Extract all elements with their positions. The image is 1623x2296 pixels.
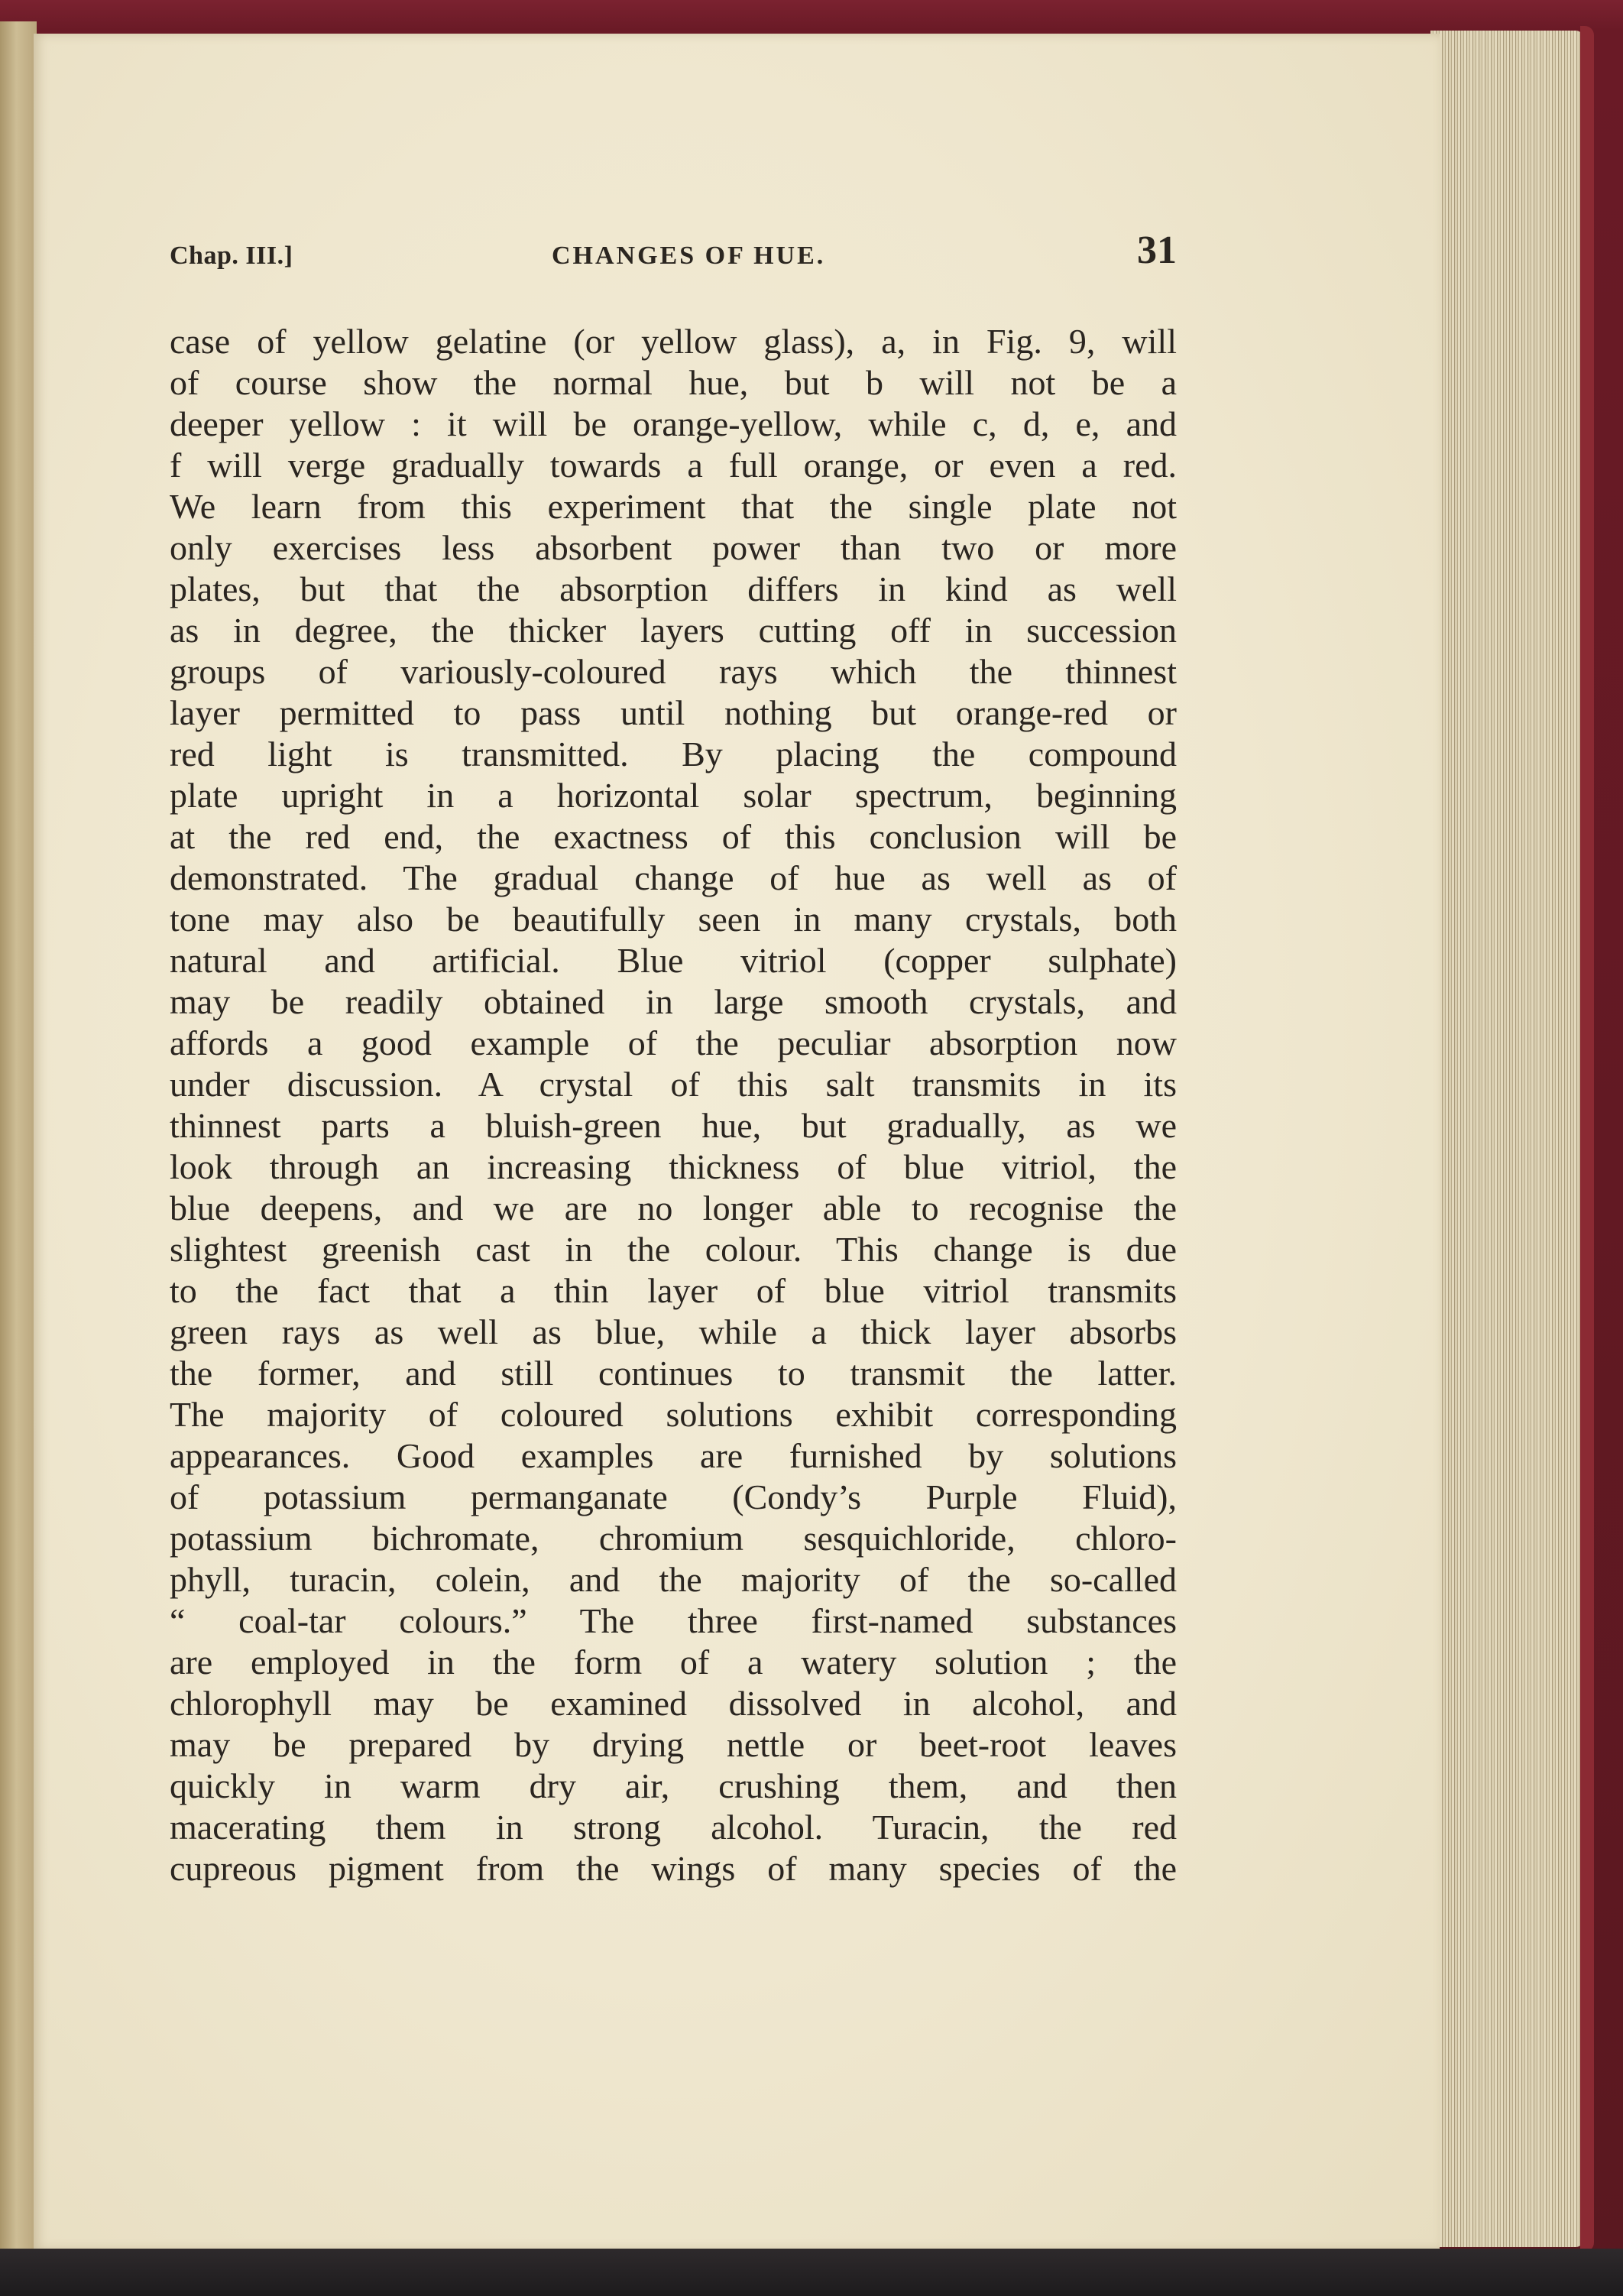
text-line: We learn from this experiment that the single plate not — [170, 487, 1177, 526]
text-line: f will verge gradually towards a full orange, or even a red. — [170, 446, 1177, 485]
text-line: the former, and still continues to transmit the latter. — [170, 1354, 1177, 1393]
text-line: plate upright in a horizontal solar spectrum, beginning — [170, 776, 1177, 815]
text-line: may be prepared by drying nettle or beet-root leaves — [170, 1725, 1177, 1764]
text-line: slightest greenish cast in the colour. This change is due — [170, 1230, 1177, 1269]
text-line: cupreous pigment from the wings of many species of the — [170, 1849, 1177, 1888]
running-header — [170, 214, 1177, 275]
page-number: 31 — [1137, 229, 1177, 272]
text-line: The majority of coloured solutions exhibit corresponding — [170, 1395, 1177, 1434]
book-page — [34, 34, 1440, 2250]
text-line: at the red end, the exactness of this conclusion will be — [170, 817, 1177, 856]
text-line: affords a good example of the peculiar absorption now — [170, 1023, 1177, 1062]
text-line: layer permitted to pass until nothing but orange-red or — [170, 693, 1177, 732]
text-line: appearances. Good examples are furnished by solutions — [170, 1436, 1177, 1475]
text-line: are employed in the form of a watery solution ; the — [170, 1643, 1177, 1681]
text-line: of potassium permanganate (Condy’s Purple Fluid), — [170, 1477, 1177, 1516]
text-line: deeper yellow : it will be orange-yellow, while c, d, e, and — [170, 404, 1177, 443]
text-line: thinnest parts a bluish-green hue, but gradually, as we — [170, 1106, 1177, 1145]
running-title: CHANGES OF HUE. — [552, 242, 826, 270]
text-line: green rays as well as blue, while a thick layer absorbs — [170, 1312, 1177, 1351]
text-line: chlorophyll may be examined dissolved in alcohol, and — [170, 1684, 1177, 1723]
text-line: look through an increasing thickness of blue vitriol, the — [170, 1147, 1177, 1186]
body-text — [170, 321, 1177, 1889]
text-line: under discussion. A crystal of this salt transmits in its — [170, 1065, 1177, 1104]
text-line: natural and artificial. Blue vitriol (copper sulphate) — [170, 941, 1177, 980]
text-line: potassium bichromate, chromium sesquichloride, chloro- — [170, 1519, 1177, 1558]
text-line: may be readily obtained in large smooth crystals, and — [170, 982, 1177, 1021]
text-line: “ coal-tar colours.” The three first-named substances — [170, 1601, 1177, 1640]
text-line: plates, but that the absorption differs in kind as well — [170, 569, 1177, 608]
text-line: red light is transmitted. By placing the compound — [170, 735, 1177, 773]
text-line: as in degree, the thicker layers cutting off in succession — [170, 611, 1177, 650]
text-line: macerating them in strong alcohol. Turacin, the red — [170, 1808, 1177, 1847]
text-line: of course show the normal hue, but b will not be a — [170, 363, 1177, 402]
text-line: tone may also be beautifully seen in many crystals, both — [170, 900, 1177, 939]
text-line: demonstrated. The gradual change of hue as well as of — [170, 858, 1177, 897]
left-page-edge — [0, 21, 37, 2253]
text-line: phyll, turacin, colein, and the majority of the so-called — [170, 1560, 1177, 1599]
text-line: groups of variously-coloured rays which the thinnest — [170, 652, 1177, 691]
text-line: blue deepens, and we are no longer able to recognise the — [170, 1189, 1177, 1227]
text-line: to the fact that a thin layer of blue vitriol transmits — [170, 1271, 1177, 1310]
chapter-label: Chap. III.] — [170, 242, 293, 270]
right-page-edges — [1430, 31, 1583, 2247]
text-line: case of yellow gelatine (or yellow glass), a, in Fig. 9, will — [170, 322, 1177, 361]
text-line: only exercises less absorbent power than two or more — [170, 528, 1177, 567]
text-line: quickly in warm dry air, crushing them, and then — [170, 1766, 1177, 1805]
scanner-bed — [0, 2249, 1623, 2296]
